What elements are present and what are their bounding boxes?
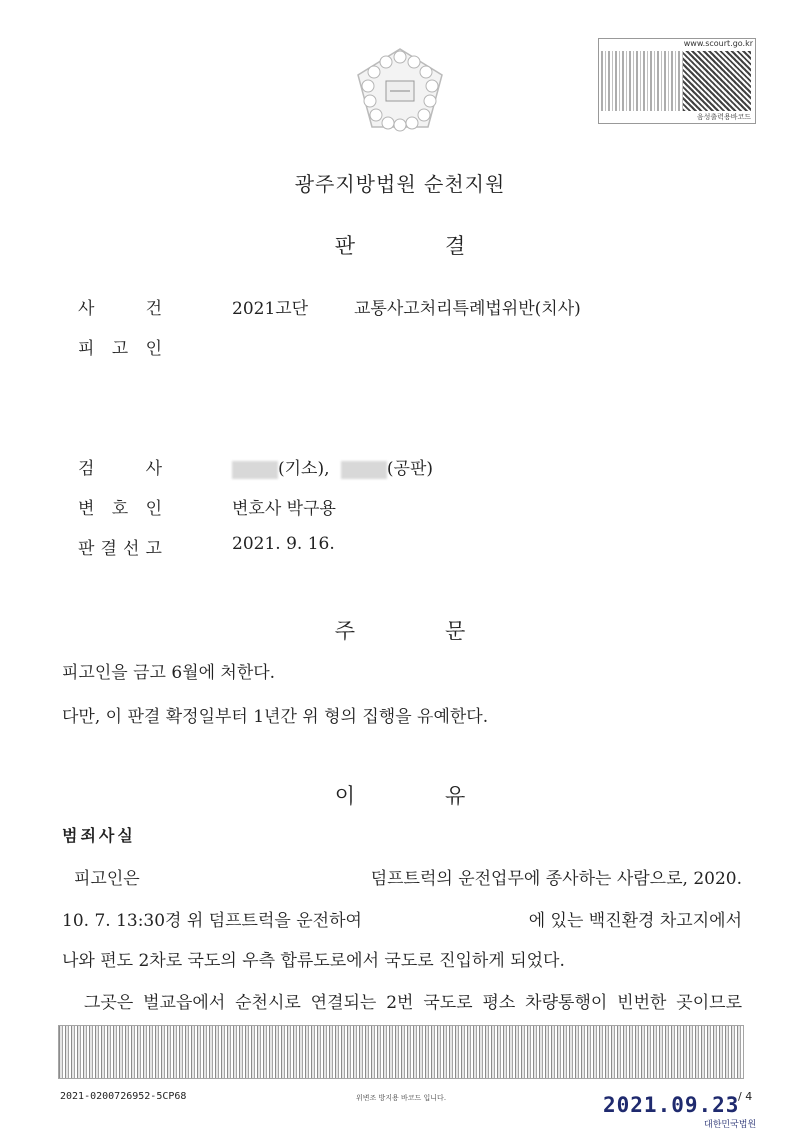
judgment-date-label: 판 결 선 고 (78, 539, 162, 559)
barcode-pattern-dark (683, 51, 751, 111)
facts-line-1-end: 덤프트럭의 운전업무에 종사하는 사람으로, 2020. (370, 869, 742, 889)
title-char-2: 결 (445, 234, 466, 258)
court-seal (350, 45, 450, 135)
crime-facts-subheading: 범죄사실 (62, 826, 136, 845)
order-line-1: 피고인을 금고 6월에 처한다. (62, 663, 276, 683)
judgment-date-value: 2021. 9. 16. (232, 534, 335, 554)
prosecutor-value (232, 454, 433, 479)
case-number: 2021고단 (232, 299, 309, 319)
case-name: 교통사고처리특례법위반(치사) (354, 299, 581, 319)
document-code: 2021-0200726952-5CP68 (60, 1091, 187, 1102)
attorney-label: 변 호 인 (78, 499, 162, 519)
barcode-note: 위변조 방지용 바코드 입니다. (356, 1094, 447, 1102)
defendant-label: 피 고 인 (78, 339, 162, 359)
attorney-value: 변호사 박구용 (232, 499, 336, 519)
redacted-name (341, 461, 387, 479)
case-label: 사 건 (78, 299, 162, 319)
facts-line-2-end: 에 있는 백진환경 차고지에서 (528, 911, 742, 931)
redacted-name (232, 461, 278, 479)
barcode-url: www.scourt.go.kr (683, 39, 753, 48)
prosecutor-label: 검 사 (78, 459, 162, 479)
facts-line-2-start: 10. 7. 13:30경 위 덤프트럭을 운전하여 (62, 911, 362, 931)
prosecutor-role-trial: (공판) (386, 459, 434, 479)
barcode-caption: 음성출력용바코드 (696, 113, 751, 121)
issue-date-stamp: 2021.09.23 (603, 1093, 740, 1117)
court-mark: 대한민국법원 (704, 1120, 757, 1130)
order-line-2: 다만, 이 판결 확정일부터 1년간 위 형의 집행을 유예한다. (62, 707, 489, 727)
prosecutor-role-indictment: (기소), (278, 459, 330, 479)
facts-line-1-start: 피고인은 (74, 869, 140, 889)
facts-line-3: 나와 편도 2차로 국도의 우측 합류도로에서 국도로 진입하게 되었다. (62, 951, 565, 971)
court-name: 광주지방법원 순천지원 (294, 172, 506, 196)
order-heading: 주 문 (334, 619, 466, 643)
anti-forgery-barcode (58, 1025, 744, 1079)
document-title (0, 230, 800, 260)
facts-line-4: 그곳은 벌교읍에서 순천시로 연결되는 2번 국도로 평소 차량통행이 빈번한 곳이므로 (84, 993, 742, 1013)
reason-heading: 이 유 (334, 784, 466, 808)
page-number: / 4 (738, 1090, 753, 1103)
title-char-1: 판 (334, 234, 355, 258)
voice-output-barcode (598, 38, 756, 124)
